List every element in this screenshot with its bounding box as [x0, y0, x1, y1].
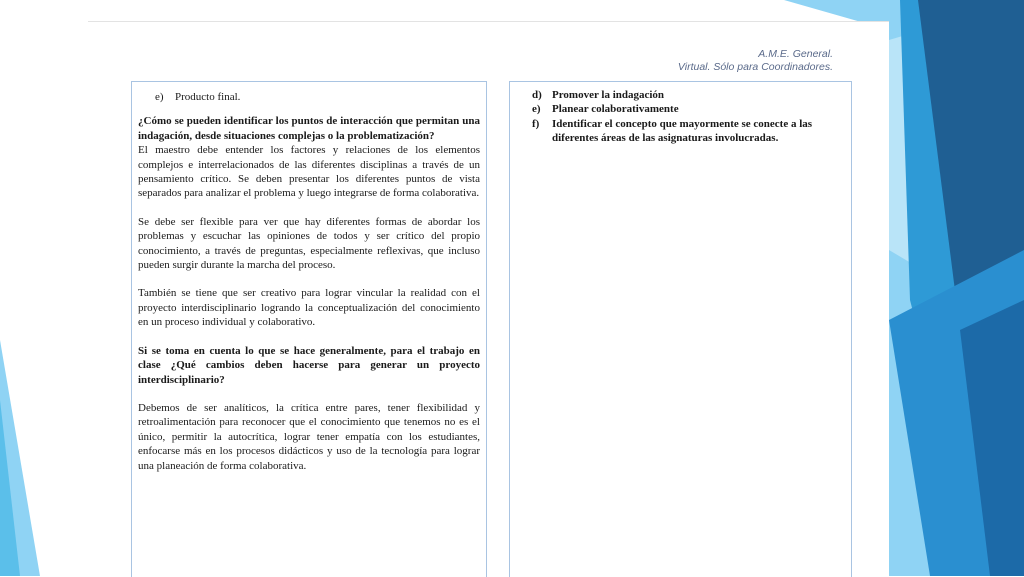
list-text: Planear colaborativamente — [552, 103, 679, 116]
question-2: Si se toma en cuenta lo que se hace generalmente, para el trabajo en clase ¿Qué cambios deben hacerse para generar un proyecto interdisciplinario? — [138, 344, 480, 386]
list-text: Producto final. — [175, 91, 241, 103]
list-item — [516, 88, 845, 102]
list-marker: e) — [532, 103, 541, 116]
left-column — [131, 81, 487, 577]
intro-list-item — [138, 90, 480, 104]
answer-1-paragraph-1: El maestro debe entender los factores y relaciones de los elementos complejos e interrelacionados de las diferentes disciplinas a través de un pensamiento crítico. Se deben presentar los diferentes puntos de vista separados para analizar el problema y luego integrarse de forma colaborativa. — [138, 144, 480, 200]
header-line-1: A.M.E. General. — [758, 48, 833, 60]
list-marker: e) — [155, 91, 164, 103]
header-line-2: Virtual. Sólo para Coordinadores. — [677, 61, 833, 73]
answer-1-paragraph-2: Se debe ser flexible para ver que hay diferentes formas de abordar los problemas y escuchar las opiniones de todos y ser crítico del propio conocimiento, a través de preguntas, especialmente reflexivas, que incluso pueden surgir durante la marcha del proceso. — [138, 215, 480, 272]
list-item — [516, 117, 845, 146]
list-text: Identificar el concepto que mayormente se conecte a las diferentes áreas de las asignaturas involucradas. — [552, 117, 813, 145]
document-page — [88, 21, 889, 577]
answer-2: Debemos de ser analíticos, la crítica entre pares, tener flexibilidad y retroalimentación para reconocer que el conocimiento que tenemos no es el único, permitir la autocrítica, lograr tener empatía con los estudiantes, enfocarse más en los procesos didácticos y uso de la tecnología para lograr una planeación de forma colaborativa. — [138, 401, 480, 472]
list-marker: f) — [532, 117, 540, 130]
list-text: Promover la indagación — [552, 89, 665, 101]
list-item — [516, 102, 845, 116]
question-1: ¿Cómo se pueden identificar los puntos de interacción que permitan una indagación, desde situaciones complejas o la problematización? — [138, 115, 480, 142]
list-marker: d) — [532, 89, 542, 101]
right-column — [509, 81, 852, 577]
document-header — [678, 48, 833, 74]
answer-1-paragraph-3: También se tiene que ser creativo para lograr vincular la realidad con el proyecto interdisciplinario logrando la conceptualización del conocimiento en un proceso individual y colaborativo. — [138, 287, 480, 329]
